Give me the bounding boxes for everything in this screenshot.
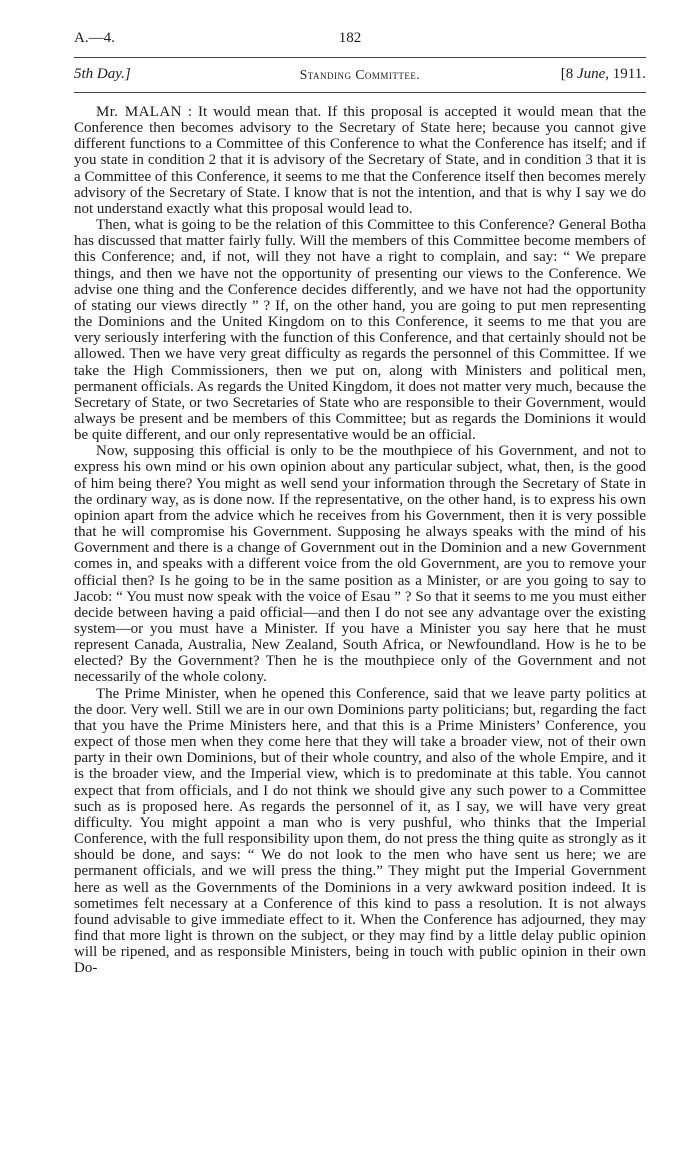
speaker-name: Mr. MALAN [96,104,182,120]
paragraph: The Prime Minister, when he opened this Conference, said that we leave party politics at the door. Very well. Still we are in our own Dominions party politicians; but, regarding the fact that you have the Prime Ministers here, and that this is a Prime Ministers’ Conference, you expect of those men when they come here that they will take a broader view, not of their own party in their own Dominions, but of their whole country, and also of the whole Empire, and it is the broader view, and the Imperial view, which is to predominate at this table. You cannot expect that from officials, and I do not think we should give any such power to a Committee such as is proposed here. As regards the personnel of it, as I say, we will have very great difficulty. You might appoint a man who is very pushful, who thinks that the Imperial Conference, with the full responsibility upon them, do not press the thing quite as strongly as it should be done, and says: “ We do not look to the men who have sent us here; we are permanent officials, and we will press the thing.” They might put the Imperial Government here as well as the Governments of the Dominions in a very awkward position indeed. It is sometimes felt necessary at a Conference of this kind to pass a resolution. It is not always found advisable to give immediate effect to it. When the Conference has adjourned, they may find that more light is thrown on the subject, or they may find by a little delay public opinion will be ripened, and as responsible Ministers, being in touch with public opinion in their own Do- [74,685,646,977]
body-text [74,104,646,976]
day-label: 5th Day.] [74,66,131,82]
date-year: , 1911. [605,66,646,82]
top-rule [74,57,646,58]
bottom-rule [74,92,646,93]
paragraph-text: : It would mean that. If this proposal is accepted it would mean that the Conference then becomes advisory to the Secretary of State here; because you cannot give different functions to a Committee of this Conference to what the Conference has itself; and if you state in condition 2 that it is advisory of the Secretary of State, and in condition 3 that it is a Committee of this Conference, it seems to me that the Conference itself then becomes merely advisory of the Secretary of State. I know that is not the intention, and that is why I say we do not understand exactly what this proposal would lead to. [74,104,646,217]
paragraph [74,104,646,217]
page-number: 182 [338,30,362,46]
paragraph: Then, what is going to be the relation of this Committee to this Conference? General Botha has discussed that matter fairly fully. Will the members of this Committee become members of this Conference; and, if not, will they not have a right to complain, and say: “ We prepare things, and then we have not the opportunity of presenting our views to the Conference. We advise one thing and the Conference decides differently, and we have not had the opportunity of stating our views directly ” ? If, on the other hand, you are going to put men representing the Dominions and the United Kingdom on to this Conference, it seems to me that you are very seriously interfering with the function of this Conference, and that certainly should not be allowed. Then we have very great difficulty as regards the personnel of this Committee. If we take the High Commissioners, then we put on, along with Ministers and political men, permanent officials. As regards the United Kingdom, it does not matter very much, because the Secretary of State, or two Secretaries of State who are responsible to their Government, would always be present and be members of this Committee; but as regards the Dominions it would be quite different, and our only representative would be an official. [74,217,646,444]
section-title: Standing Committee. [299,67,421,82]
paragraph: Now, supposing this official is only to be the mouthpiece of his Government, and not to express his own mind or his own opinion about any particular subject, what, then, is the good of him being there? You might as well send your information through the Secretary of State in the ordinary way, as is done now. If the representative, on the other hand, is to express his own opinion apart from the advice which he receives from his Government, then it is very possible that he will compromise his Government. Supposing he always speaks with the mind of his Government and there is a change of Government out in the Dominion and a new Government comes in, and speaks with a different voice from the old Government, are you to remove your official then? Is he going to be in the same position as a Minister, or are you going to say to Jacob: “ You must now speak with the voice of Esau ” ? So that it seems to me you must either decide between having a paid official—and then I do not see any advantage over the existing system—or you must have a Minister. If you have a Minister you say here that he must represent Canada, Australia, New Zealand, South Africa, or Newfoundland. How is he to be elected? By the Government? Then he is the mouthpiece only of the Government and not necessarily of the whole colony. [74,443,646,686]
date-label [561,66,646,83]
date-open: [8 [560,66,577,82]
date-month: June [576,66,606,82]
running-head [74,66,646,88]
page-reference: A.—4. [74,30,115,46]
